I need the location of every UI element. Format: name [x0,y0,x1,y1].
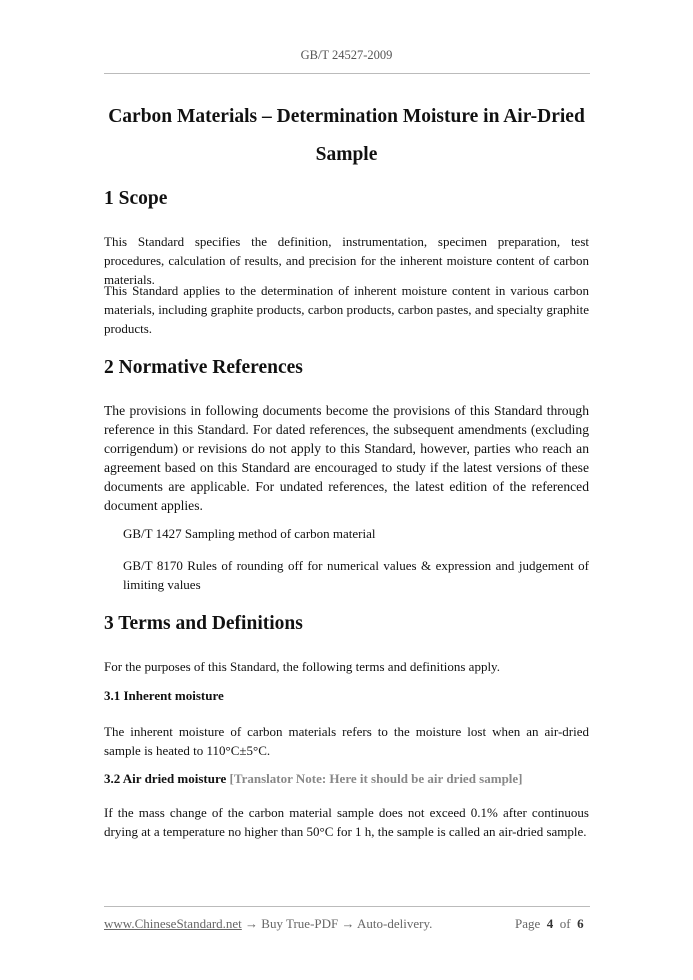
term-definition: If the mass change of the carbon material sample does not exceed 0.1% after continuous drying at a temperature no higher than 50°C for 1 h, the sample is called an air-dried sample. [104,805,589,839]
section-heading-scope: 1 Scope [104,188,168,209]
header-divider [104,73,590,74]
title-line-1: Carbon Materials – Determination Moisture in Air-Dried [108,106,585,127]
reference-item: GB/T 8170 Rules of rounding off for numerical values & expression and judgement of limiting values [123,558,589,592]
term-definition: The inherent moisture of carbon materials refers to the moisture lost when an air-dried sample is heated to 110°C±5°C. [104,724,589,758]
terms-intro: For the purposes of this Standard, the following terms and definitions apply. [104,659,500,674]
term-heading: 3.2 Air dried moisture [104,771,227,786]
arrow-icon: → [341,916,355,931]
buy-text: Buy True-PDF [261,916,339,931]
term-heading: 3.1 Inherent moisture [104,688,224,703]
arrow-icon: → [245,916,259,931]
section-heading-normative-references: 2 Normative References [104,357,303,378]
scope-paragraph-1: This Standard specifies the definition, instrumentation, specimen preparation, test procedures, calculation of results, and precision for the inherent moisture content of carbon materials. [104,234,589,287]
reference-item: GB/T 1427 Sampling method of carbon material [123,526,376,541]
section-heading-terms: 3 Terms and Definitions [104,613,303,634]
normative-paragraph: The provisions in following documents become the provisions of this Standard through reference in this Standard. For dated references, the subsequent amendments (excluding corrigendum) or revisions do not apply to this Standard, however, parties who reach an agreement based on this Standard are encouraged to study if the latest versions of these documents are applicable. For undated references, the latest edition of the referenced document applies. [104,403,589,513]
of-label: of [559,916,571,931]
translator-note: [Translator Note: Here it should be air dried sample] [229,771,523,786]
page-number [515,916,584,932]
footer-promo [104,916,432,932]
website-link[interactable]: www.ChineseStandard.net [104,916,242,931]
delivery-text: Auto-delivery. [357,916,433,931]
document-title [80,98,613,174]
term-heading-row [104,771,523,787]
title-line-2: Sample [315,144,378,165]
current-page: 4 [546,916,554,931]
page-label: Page [515,916,541,931]
scope-paragraph-2: This Standard applies to the determination of inherent moisture content in various carbon materials, including graphite products, carbon products, carbon pastes, and specialty graphite products. [104,283,589,336]
total-pages: 6 [577,916,584,931]
footer-divider [104,906,590,907]
running-header: GB/T 24527-2009 [300,48,393,62]
